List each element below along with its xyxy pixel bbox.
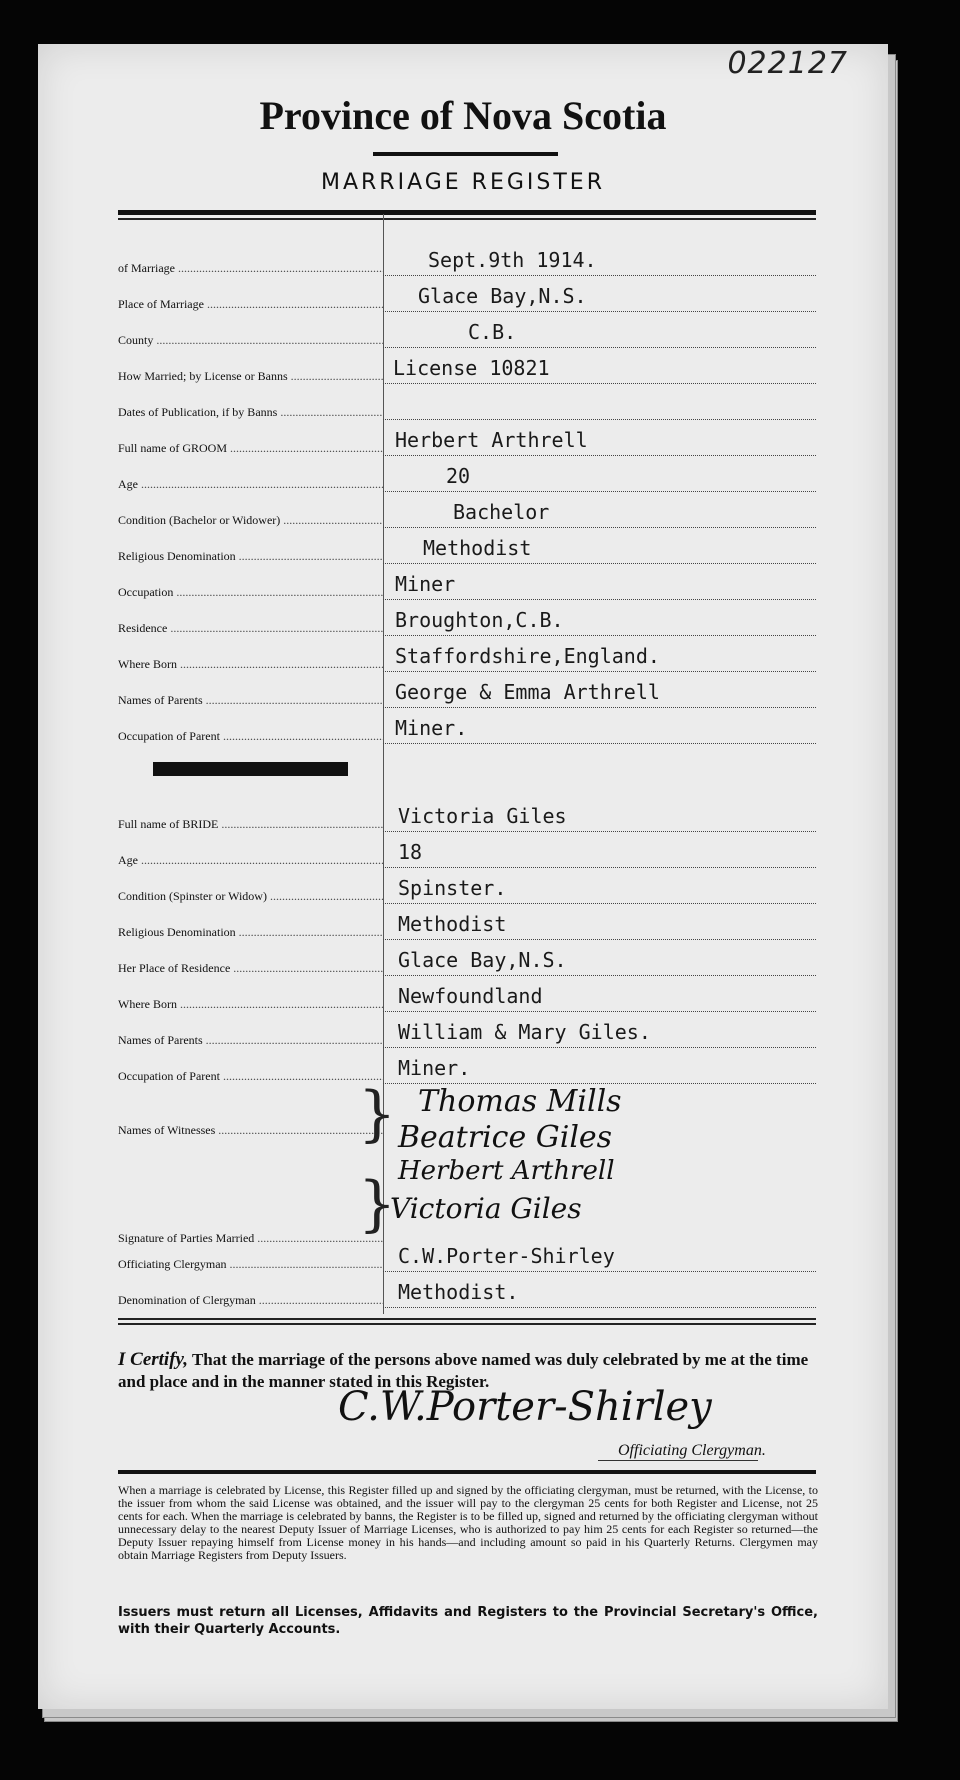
field-line [383,347,816,348]
certify-rule [118,1318,816,1320]
field-row-clergyman [38,1240,888,1276]
field-label: Where Born ..... [118,657,383,672]
title-divider [373,152,558,156]
field-value: License 10821 [393,356,550,380]
field-label: Age ..... [118,477,383,492]
document-number: 022127 [727,46,848,81]
field-label: Age ..... [118,853,383,868]
field-value: Miner. [395,716,468,740]
certify-body: That the marriage of the persons above named was duly celebrated by me at the time and place and in the manner stated in this Register. [118,1350,809,1391]
field-value: Spinster. [398,876,507,900]
field-label: Names of Parents ..... [118,693,383,708]
field-line [383,743,816,744]
field-label: Her Place of Residence ..... [118,961,383,976]
field-row-bride-parents [38,1016,888,1052]
field-line [383,491,816,492]
field-value: Glace Bay,N.S. [398,948,567,972]
field-label: Where Born ..... [118,997,383,1012]
register-page [38,44,888,1709]
signature-caption: Officiating Clergyman. [618,1442,766,1459]
field-row-clergy-denomination [38,1276,888,1312]
field-row-bride-denomination [38,908,888,944]
field-line [383,1307,816,1308]
field-line [383,275,816,276]
page-subtitle: MARRIAGE REGISTER [320,170,605,195]
field-value: Methodist [423,536,532,560]
field-value: Miner [395,572,456,596]
field-row-bride-parent-occupation [38,1052,888,1088]
field-value: Sept.9th 1914. [428,248,597,272]
field-label: How Married; by License or Banns ..... [118,369,383,384]
field-row-groom-parent-occupation [38,712,888,748]
field-label: Condition (Bachelor or Widower) ..... [118,513,383,528]
field-row-groom-parents [38,676,888,712]
field-row-groom-name [38,424,888,460]
field-line [383,1011,816,1012]
field-line [383,383,816,384]
field-value: Staffordshire,England. [395,644,660,668]
field-value: Newfoundland [398,984,543,1008]
witnesses-label: Names of Witnesses ..... [118,1123,383,1138]
field-label: Full name of GROOM ..... [118,441,383,456]
field-value: Victoria Giles [398,804,567,828]
field-line [383,867,816,868]
field-row-groom-occupation [38,568,888,604]
field-line [383,455,816,456]
field-row-publication-dates [38,388,888,424]
field-label: Condition (Spinster or Widow) ..... [118,889,383,904]
field-value: Glace Bay,N.S. [418,284,587,308]
field-label: Denomination of Clergyman ..... [118,1293,383,1308]
field-value: Miner. [398,1056,471,1080]
field-value: Bachelor [453,500,550,524]
field-line [383,1047,816,1048]
field-line [383,419,816,420]
field-value: C.W.Porter-Shirley [398,1244,615,1268]
field-value: 18 [398,840,423,864]
clergyman-signature: C.W.Porter-Shirley [338,1384,712,1430]
field-label: Place of Marriage ..... [118,297,383,312]
field-line [383,1271,816,1272]
field-line [383,707,816,708]
field-row-groom-birthplace [38,640,888,676]
field-line [383,975,816,976]
field-label: Names of Parents ..... [118,1033,383,1048]
field-row-groom-denomination [38,532,888,568]
field-row-groom-age [38,460,888,496]
field-label: Dates of Publication, if by Banns ..... [118,405,383,420]
field-value: Methodist. [398,1280,519,1304]
field-label: Religious Denomination ..... [118,549,383,564]
party-signature: Victoria Giles [390,1192,582,1225]
field-line [383,635,816,636]
field-line [383,939,816,940]
field-row-bride-birthplace [38,980,888,1016]
field-value: Methodist [398,912,507,936]
field-row-place [38,280,888,316]
field-label: Religious Denomination ..... [118,925,383,940]
notes-rule [118,1470,816,1474]
witness-signature: Beatrice Giles [398,1120,613,1155]
field-row-county [38,316,888,352]
field-row-bride-condition [38,872,888,908]
parties-label: Signature of Parties Married ..... [118,1231,383,1246]
field-row-bride-age [38,836,888,872]
field-row-bride-residence [38,944,888,980]
field-value: 20 [446,464,471,488]
field-value: George & Emma Arthrell [395,680,660,704]
issuers-notice: Issuers must return all Licenses, Affidavits and Registers to the Provincial Secretary's Office, with their Quarterly Accounts. [118,1605,818,1637]
field-value: Broughton,C.B. [395,608,564,632]
field-value: William & Mary Giles. [398,1020,651,1044]
instructions-text: When a marriage is celebrated by License, this Register filled up and signed by the officiating clergyman, must be returned, with the License, to the issuer from whom the said License was obtained, and the issuer will pay to the clergyman 25 cents for both Register and License, not 25 cents for each. When the marriage is celebrated by banns, the Register is to be filled up, signed and returned by the officiating clergyman without unnecessary delay to the nearest Deputy Issuer of Marriage Licenses, who is authorized to pay him 25 cents for each Register so returned—the Deputy Issuer repaying himself from License money in his hands—and including amount so paid in his Quarterly Returns. Clergymen may obtain Marriage Registers from Deputy Issuers. [118,1483,818,1562]
field-line [383,311,816,312]
field-label: Full name of BRIDE ..... [118,817,383,832]
certify-lead: I Certify, [118,1349,189,1370]
top-rule [118,210,816,215]
field-line [383,903,816,904]
field-row-groom-residence [38,604,888,640]
field-line [383,671,816,672]
field-label: Residence ..... [118,621,383,636]
field-row-bride-name [38,800,888,836]
field-value: Herbert Arthrell [395,428,588,452]
field-line [383,527,816,528]
field-label: County ..... [118,333,383,348]
field-label: Occupation of Parent ..... [118,729,383,744]
field-line [383,599,816,600]
field-value: C.B. [468,320,517,344]
signature-line [598,1460,758,1461]
field-label: Officiating Clergyman ..... [118,1257,383,1272]
witnesses-brace: } [358,1079,397,1149]
parties-brace: } [358,1169,397,1239]
page-title: Province of Nova Scotia [259,93,667,138]
field-line [383,563,816,564]
field-label: Occupation ..... [118,585,383,600]
certify-rule-2 [118,1323,816,1325]
party-signature: Herbert Arthrell [398,1156,615,1186]
field-row-how-married [38,352,888,388]
section-separator-bar [153,762,348,776]
field-row-marriage-date [38,244,888,280]
field-label: Occupation of Parent ..... [118,1069,383,1084]
top-rule-thin [118,218,816,220]
field-label: of Marriage ..... [118,261,383,276]
field-line [383,831,816,832]
field-row-groom-condition [38,496,888,532]
witness-signature: Thomas Mills [418,1084,622,1119]
